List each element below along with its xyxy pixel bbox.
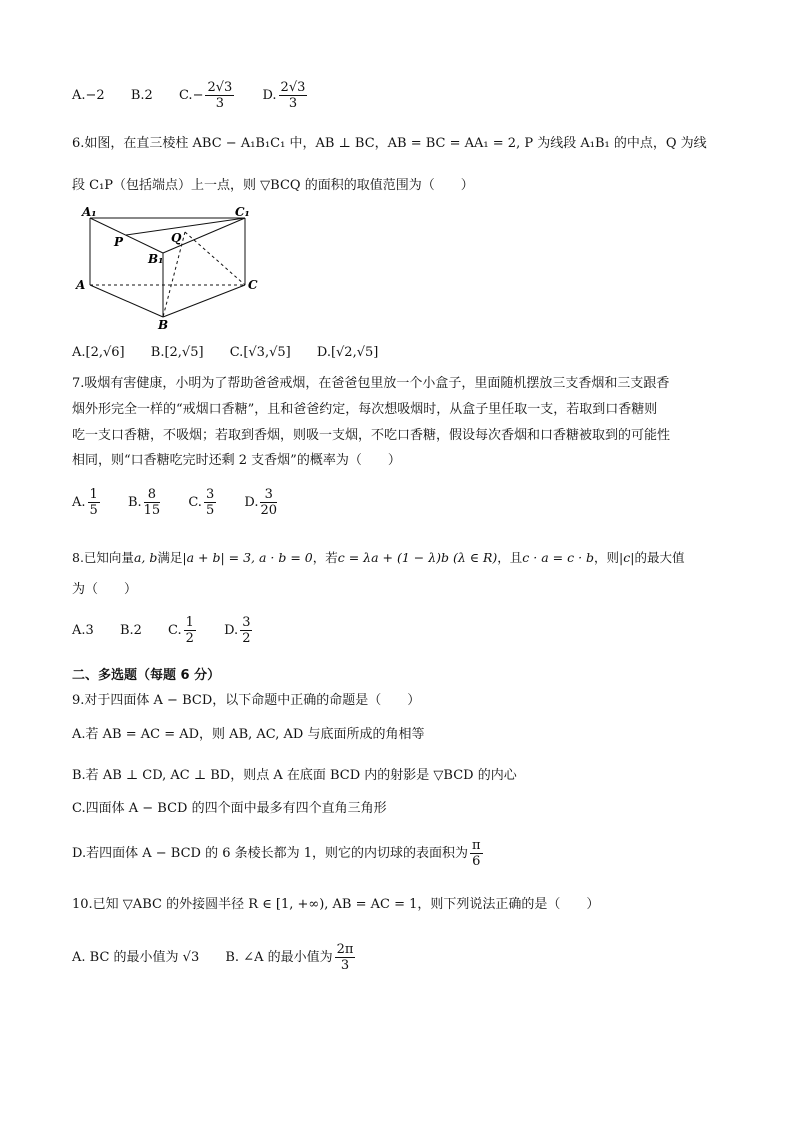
q6-option-d: D.[√2,√5] <box>316 345 379 360</box>
q9-option-b: B.若 AB ⊥ CD, AC ⊥ BD，则点 A 在底面 BCD 内的射影是 ▽BCD 的内心 <box>72 768 517 783</box>
fraction: $\frac{2√3}{3}$ <box>280 80 306 111</box>
q6-stem-line1: 6.如图，在直三棱柱 ABC − A₁B₁C₁ 中，AB ⊥ BC，AB = BC = AA₁ = 2, P 为线段 A₁B₁ 的中点，Q 为线 <box>72 136 707 151</box>
edge-a-b <box>90 285 163 317</box>
fraction: $\frac{2√3}{3}$ <box>207 80 233 111</box>
q5-option-c: C.− $\frac{2√3}{3}$ <box>178 80 233 111</box>
q7-option-a: A. $\frac{1}{5}$ <box>72 487 98 518</box>
label-a: A <box>76 278 86 292</box>
q5-option-b: B.2 <box>130 88 153 103</box>
q6-option-a: A.[2,√6] <box>72 345 125 360</box>
q9-stem: 9.对于四面体 A − BCD，以下命题中正确的命题是（ ） <box>72 693 421 708</box>
q5-option-a: A.−2 <box>72 88 105 103</box>
q7-option-b: B. $\frac{8}{15}$ <box>127 487 161 518</box>
label-a1: A₁ <box>82 205 97 219</box>
q7-option-d: D. $\frac{3}{20}$ <box>244 487 278 518</box>
q7-options <box>72 487 301 518</box>
q6-options <box>72 343 400 363</box>
q5-option-d: D. $\frac{2√3}{3}$ <box>262 80 306 111</box>
fraction: $\frac{3}{2}$ <box>242 615 251 646</box>
segment-q-c <box>185 232 245 285</box>
edge-a1-b1 <box>90 218 163 253</box>
q8-options <box>72 615 276 646</box>
q8-option-c: C. $\frac{1}{2}$ <box>168 615 194 646</box>
q10-option-a: A. BC 的最小值为 √3 <box>72 950 200 965</box>
q7-stem-line1: 7.吸烟有害健康，小明为了帮助爸爸戒烟，在爸爸包里放一个小盒子，里面随机摆放三支香烟和三支跟香 <box>72 376 670 391</box>
fraction: $\frac{1}{2}$ <box>185 615 194 646</box>
q10-options <box>72 942 379 973</box>
q8-option-b: B.2 <box>119 623 142 638</box>
q6-option-b: B.[2,√5] <box>150 345 204 360</box>
q8-stem-line1: 8.已知向量a, b满足|a + b| = 3, a · b = 0，若c = λa + (1 − λ)b (λ ∈ R)，且c · a = c · b，则|c|的最大值 <box>72 550 685 565</box>
label-c1: C₁ <box>235 205 250 219</box>
fraction: $\frac{1}{5}$ <box>89 487 98 518</box>
label-q: Q <box>171 231 182 245</box>
edge-b-c <box>163 285 245 317</box>
label-c: C <box>248 278 258 292</box>
q10-option-b: B. ∠A 的最小值为 $\frac{2\pi}{3}$ <box>225 942 354 973</box>
section-heading: 二、多选题（每题 6 分） <box>72 668 221 683</box>
fraction: $\frac{\pi}{6}$ <box>472 838 481 869</box>
label-b: B <box>158 318 169 330</box>
q7-stem-line3: 吃一支口香糖，不吸烟；若取到香烟，则吸一支烟，不吃口香糖，假设每次香烟和口香糖被取到的可能性 <box>72 428 671 443</box>
label-p: P <box>114 235 124 249</box>
q9-option-c: C.四面体 A − BCD 的四个面中最多有四个直角三角形 <box>72 801 387 816</box>
prism-figure <box>72 205 272 330</box>
q9-option-a: A.若 AB = AC = AD，则 AB, AC, AD 与底面所成的角相等 <box>72 727 425 742</box>
q8-stem-line2: 为（ ） <box>72 582 138 597</box>
q9-option-d: D.若四面体 A − BCD 的 6 条棱长都为 1，则它的内切球的表面积为 $\frac{\pi}{6}$ <box>72 838 481 869</box>
fraction: $\frac{2\pi}{3}$ <box>336 942 354 973</box>
q6-option-c: C.[√3,√5] <box>229 345 291 360</box>
q7-stem-line2: 烟外形完全一样的“戒烟口香糖”，且和爸爸约定，每次想吸烟时，从盒子里任取一支，若取到口香糖则 <box>72 402 658 417</box>
fraction: $\frac{3}{20}$ <box>260 487 278 518</box>
q10-stem: 10.已知 ▽ABC 的外接圆半径 R ∈ [1, +∞), AB = AC = 1，则下列说法正确的是（ ） <box>72 897 600 912</box>
label-b1: B₁ <box>148 252 164 266</box>
fraction: $\frac{3}{5}$ <box>205 487 215 518</box>
q8-option-a: A.3 <box>72 623 94 638</box>
q7-option-c: C. $\frac{3}{5}$ <box>188 487 215 518</box>
q8-option-d: D. $\frac{3}{2}$ <box>224 615 251 646</box>
q5-options <box>72 80 331 111</box>
q7-stem-line4: 相同，则“口香糖吃完时还剩 2 支香烟”的概率为（ ） <box>72 453 401 468</box>
q6-stem-line2: 段 C₁P（包括端点）上一点，则 ▽BCQ 的面积的取值范围为（ ） <box>72 178 474 193</box>
fraction: $\frac{8}{15}$ <box>143 487 161 518</box>
